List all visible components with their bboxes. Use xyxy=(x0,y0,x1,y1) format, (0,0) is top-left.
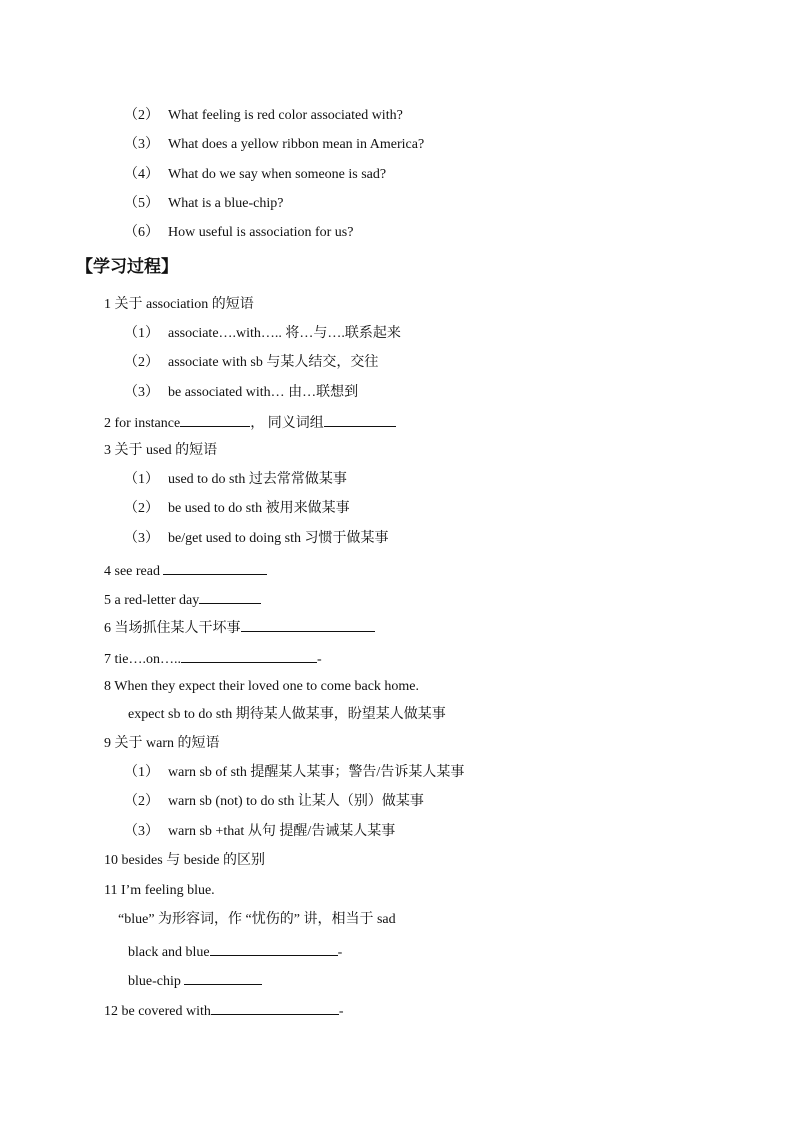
sub-number: （1） xyxy=(124,326,159,341)
sub-text: warn sb (not) to do sth 让某人（别）做某事 xyxy=(168,794,424,809)
item-3-sub-3 xyxy=(124,529,389,549)
item-9-sub-3 xyxy=(124,822,395,842)
fill-blank[interactable] xyxy=(163,560,267,575)
sub-text: associate with sb 与某人结交，交往 xyxy=(168,355,379,370)
section-heading: 【学习过程】 xyxy=(76,257,178,277)
item-3-sub-1 xyxy=(124,470,347,490)
item-7 xyxy=(104,648,322,668)
item-8-sub: expect sb to do sth 期待某人做某事，盼望某人做某事 xyxy=(128,707,446,722)
item-11-phrase-a xyxy=(128,941,342,961)
sub-number: （3） xyxy=(124,531,159,546)
item-12-text: 12 be covered with xyxy=(104,1004,211,1019)
item-2-text: 2 for instance xyxy=(104,416,181,431)
question-number: （4） xyxy=(124,167,159,182)
item-2-synonym-label: ， 同义词组 xyxy=(250,416,324,431)
fill-blank[interactable] xyxy=(324,412,396,427)
question-4 xyxy=(124,165,386,185)
question-2 xyxy=(124,106,403,126)
item-1-sub-2 xyxy=(124,353,378,373)
item-7-suffix: - xyxy=(317,652,322,667)
sub-text: be used to do sth 被用来做某事 xyxy=(168,501,350,516)
question-number: （6） xyxy=(124,225,159,240)
item-7-text: 7 tie….on….. xyxy=(104,652,181,667)
fill-blank[interactable] xyxy=(199,589,261,604)
sub-text: associate….with….. 将…与….联系起来 xyxy=(168,326,401,341)
sub-number: （2） xyxy=(124,355,159,370)
item-12-suffix: - xyxy=(338,1004,344,1019)
question-6 xyxy=(124,223,353,243)
item-11-phrase-a-suffix: - xyxy=(337,945,343,960)
item-1-sub-1 xyxy=(124,324,401,344)
fill-blank[interactable] xyxy=(184,970,262,985)
item-9: 9 关于 warn 的短语 xyxy=(104,736,220,751)
sub-text: be/get used to doing sth 习惯于做某事 xyxy=(168,531,389,546)
item-11-phrase-a-text: black and blue xyxy=(128,945,210,960)
item-12 xyxy=(104,1000,344,1020)
sub-number: （2） xyxy=(124,794,159,809)
sub-text: used to do sth 过去常常做某事 xyxy=(168,472,347,487)
fill-blank[interactable] xyxy=(210,941,338,956)
question-text: What is a blue-chip? xyxy=(168,196,284,211)
item-1: 1 关于 association 的短语 xyxy=(104,297,254,312)
item-10: 10 besides 与 beside 的区别 xyxy=(104,853,265,868)
sub-number: （1） xyxy=(124,765,159,780)
question-number: （3） xyxy=(124,137,159,152)
fill-blank[interactable] xyxy=(211,1000,339,1015)
sub-number: （1） xyxy=(124,472,159,487)
sub-number: （3） xyxy=(124,385,159,400)
item-8: 8 When they expect their loved one to come back home. xyxy=(104,679,420,694)
fill-blank[interactable] xyxy=(241,617,375,632)
question-3 xyxy=(124,135,424,155)
item-3: 3 关于 used 的短语 xyxy=(104,443,218,458)
question-text: What feeling is red color associated with? xyxy=(168,108,403,123)
question-5 xyxy=(124,194,283,214)
sub-number: （3） xyxy=(124,824,159,839)
fill-blank[interactable] xyxy=(180,412,250,427)
item-9-sub-1 xyxy=(124,763,464,783)
question-number: （5） xyxy=(124,196,159,211)
fill-blank[interactable] xyxy=(181,648,317,663)
sub-text: be associated with… 由…联想到 xyxy=(168,385,359,400)
item-9-sub-2 xyxy=(124,792,424,812)
item-11-note: “blue” 为形容词，作 “忧伤的” 讲，相当于 sad xyxy=(118,912,396,927)
item-6 xyxy=(104,617,375,637)
item-6-text: 6 当场抓住某人干坏事 xyxy=(104,621,241,636)
item-2 xyxy=(104,412,396,432)
item-11: 11 I’m feeling blue. xyxy=(104,883,215,898)
item-11-phrase-b-text: blue-chip xyxy=(128,974,185,989)
item-5 xyxy=(104,589,261,609)
question-text: How useful is association for us? xyxy=(168,225,354,240)
item-5-text: 5 a red-letter day xyxy=(104,593,200,608)
sub-number: （2） xyxy=(124,501,159,516)
question-text: What do we say when someone is sad? xyxy=(168,167,387,182)
item-1-sub-3 xyxy=(124,383,358,403)
question-text: What does a yellow ribbon mean in America? xyxy=(168,137,425,152)
item-3-sub-2 xyxy=(124,499,350,519)
item-4 xyxy=(104,560,267,580)
item-11-phrase-b xyxy=(128,970,262,990)
question-number: （2） xyxy=(124,108,159,123)
sub-text: warn sb +that 从句 提醒/告诫某人某事 xyxy=(168,824,396,839)
item-4-text: 4 see read xyxy=(104,564,164,579)
sub-text: warn sb of sth 提醒某人某事；警告/告诉某人某事 xyxy=(168,765,465,780)
